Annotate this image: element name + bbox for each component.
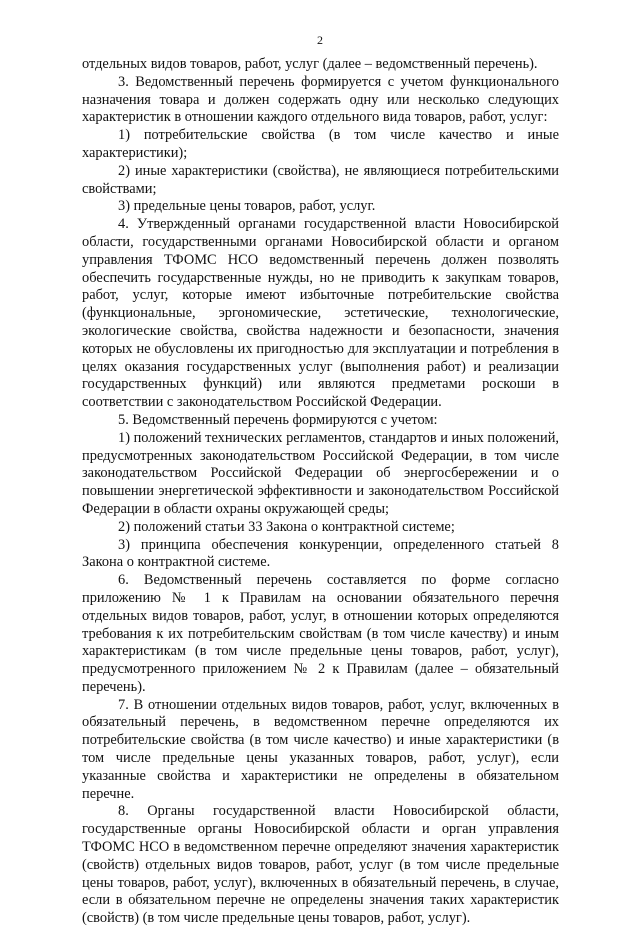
- paragraph-6: 6. Ведомственный перечень составляется по форме согласно приложению № 1 к Правилам на основании обязательного перечня отдельных видов товаров, работ, услуг, в отношении которых определяются требования к их потребительским свойствам (в том числе качеству) и иным характеристикам (в том числе предельные цены товаров, работ, услуг), предусмотренного приложением № 2 к Правилам (далее – обязательный перечень).: [82, 572, 559, 695]
- paragraph-3-item-3: 3) предельные цены товаров, работ, услуг.: [118, 198, 376, 215]
- paragraph-3-item-1: 1) потребительские свойства (в том числе качество и иные характеристики);: [82, 127, 559, 161]
- paragraph-3: 3. Ведомственный перечень формируется с учетом функционального назначения товара и должен содержать одну или несколько следующих характеристик в отношении каждого отдельного вида товаров, работ, услуг:: [82, 73, 559, 126]
- paragraph-5-item-3: 3) принципа обеспечения конкуренции, определенного статьей 8 Закона о контрактной системе.: [82, 536, 559, 571]
- paragraph-4: 4. Утвержденный органами государственной власти Новосибирской области, государственными органами Новосибирской области и органом управления ТФОМС НСО ведомственный перечень должен позволять обеспечить государственные нужды, но не приводить к закупкам товаров, работ, услуг, которые имеют избыточные потребительские свойства (функциональные, эргономические, эстетические, технологические, экологические свойства, свойства надежности и безопасности, значения которых не обусловлены их пригодностью для эксплуатации и потребления в целях оказания государственных услуг (выполнения работ) и реализации государственных функций) или являются предметами роскоши в соответствии с законодательством Российской Федерации.: [82, 216, 559, 411]
- paragraph-7: 7. В отношении отдельных видов товаров, работ, услуг, включенных в обязательный перечень, в ведомственном перечне определяются их потребительские свойства (в том числе качество) и иные характеристики (в том числе предельные цены указанных товаров, работ, услуг), если указанные свойства и характеристики не определены в обязательном перечне.: [82, 696, 559, 802]
- paragraph-3-item-2: 2) иные характеристики (свойства), не являющиеся потребительскими свойствами;: [82, 162, 559, 197]
- document-body: [82, 56, 559, 928]
- paragraph-5: 5. Ведомственный перечень формируются с учетом:: [118, 411, 438, 428]
- paragraph-8: 8. Органы государственной власти Новосибирской области, государственные органы Новосибирской области и орган управления ТФОМС НСО в ведомственном перечне определяют значения характеристик (свойств) отдельных видов товаров, работ, услуг (в том числе предельные цены товаров, работ, услуг), включенных в обязательный перечень, в случае, если в обязательном перечне не определены значения таких характеристик (свойств) (в том числе предельные цены товаров, работ, услуг).: [82, 803, 559, 927]
- paragraph-5-item-1: 1) положений технических регламентов, стандартов и иных положений, предусмотренных законодательством Российской Федерации, в том числе законодательством Российской Федерации об энергосбережении и о повышении энергетической эффективности и законодательством Российской Федерации в области охраны окружающей среды;: [82, 429, 559, 517]
- paragraph-5-item-2: 2) положений статьи 33 Закона о контрактной системе;: [118, 518, 455, 535]
- page-number: 2: [317, 33, 323, 47]
- paragraph-continuation: отдельных видов товаров, работ, услуг (далее – ведомственный перечень).: [82, 56, 538, 72]
